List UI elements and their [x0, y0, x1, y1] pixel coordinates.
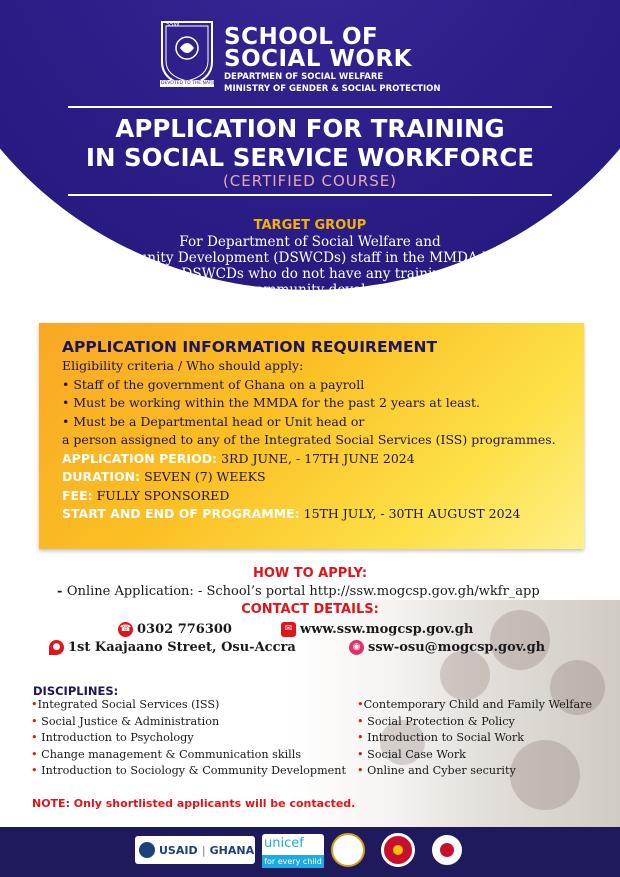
unicef-text: unicef [264, 836, 304, 851]
usaid-ghana-logo: USAID | GHANA [135, 836, 255, 864]
school-name-line2: SOCIAL WORK [224, 46, 412, 72]
discipline-item: • Online and Cyber security [357, 764, 516, 778]
eligibility-text: Eligibility criteria / Who should apply: [62, 358, 304, 373]
duration-label: DURATION: [62, 469, 141, 484]
online-application-dash: - [57, 584, 67, 599]
main-title-line1: APPLICATION FOR TRAINING [115, 114, 505, 143]
usaid-text: USAID [159, 843, 198, 857]
target-group-heading: TARGET GROUP [253, 218, 367, 233]
partner-logos-footer [0, 827, 620, 877]
programme-dates-value: 15TH JULY, - 30TH AUGUST 2024 [303, 506, 521, 521]
instagram-icon: ◉ [349, 640, 364, 655]
discipline-item: • Introduction to Psychology [31, 731, 194, 745]
main-title-line2: IN SOCIAL SERVICE WORKFORCE [85, 143, 535, 172]
requirements-heading: APPLICATION INFORMATION REQUIREMENT [62, 338, 438, 356]
unicef-tagline: for every child [262, 855, 324, 868]
application-period-label: APPLICATION PERIOD: [62, 450, 218, 466]
email-link[interactable]: ssw-osu@mogcsp.gov.gh [368, 640, 546, 655]
target-line: Community Development (DSWCDs) staff in the MMDA levels, [94, 250, 526, 266]
address-contact [49, 640, 296, 655]
logo-top-text: SSW [166, 21, 180, 28]
school-name-line1: SCHOOL OF [224, 24, 379, 50]
unicef-logo [262, 834, 324, 868]
title-divider-top [68, 106, 552, 108]
department-info [224, 71, 440, 95]
target-line: especially DSWCDs who do not have any training in social [108, 266, 512, 282]
discipline-item: •Integrated Social Services (ISS) [31, 698, 220, 711]
contact-details-heading: CONTACT DETAILS: [241, 602, 379, 617]
ghana-text: GHANA [209, 843, 255, 857]
programme-dates-label: START AND END OF PROGRAMME: [62, 506, 300, 521]
department-seal-icon [430, 833, 464, 867]
target-group-text [0, 234, 620, 298]
phone-contact [118, 622, 232, 637]
school-logo-icon [158, 18, 216, 88]
how-to-apply-heading: HOW TO APPLY: [252, 566, 368, 581]
discipline-item: • Introduction to Social Work [357, 731, 524, 745]
duration-value: SEVEN (7) WEEKS [144, 469, 266, 484]
requirement-bullet: • Must be a Departmental head or Unit head or [62, 413, 365, 429]
ministry-line: MINISTRY OF GENDER & SOCIAL PROTECTION [224, 84, 441, 94]
email-contact [349, 640, 545, 655]
target-line: For Department of Social Welfare and [179, 234, 441, 250]
online-application-line [57, 584, 540, 599]
discipline-item: • Introduction to Sociology & Community Development [31, 764, 347, 778]
ministry-seal-icon [381, 833, 415, 867]
certified-course-subtitle: (CERTIFIED COURSE) [222, 172, 398, 190]
website-link[interactable]: www.ssw.mogcsp.gov.gh [300, 622, 474, 637]
fee [62, 487, 577, 506]
requirement-bullet: • Must be working within the MMDA for the past 2 years at least. [62, 395, 480, 410]
discipline-item: • Social Protection & Policy [357, 714, 515, 728]
school-name [224, 26, 412, 70]
online-application-text[interactable]: Online Application: - School’s portal http://ssw.mogcsp.gov.gh/wkfr_app [66, 584, 540, 599]
address-text: 1st Kaajaano Street, Osu-Accra [68, 640, 296, 655]
title-divider-bottom [68, 194, 552, 196]
disciplines-right-list [357, 697, 592, 780]
discipline-item: • Social Case Work [357, 747, 466, 761]
usaid-seal-icon [139, 842, 155, 858]
shortlist-note: NOTE: Only shortlisted applicants will be contacted. [32, 797, 356, 810]
programme-dates [62, 505, 577, 524]
application-period-value: 3RD JUNE, - 17TH JUNE 2024 [221, 450, 415, 466]
disciplines-left-list [31, 697, 346, 780]
target-line: work as well as community development practice. [137, 282, 483, 298]
logo-motto: DEVOTED TO THE NATION [161, 81, 220, 86]
application-period [62, 450, 577, 469]
globe-icon: ✉ [281, 622, 296, 637]
discipline-item: •Contemporary Child and Family Welfare [357, 698, 593, 711]
requirement-bullet: a person assigned to any of the Integrated Social Services (ISS) programmes. [62, 432, 556, 447]
disciplines-heading: DISCIPLINES: [33, 684, 119, 698]
discipline-item: • Change management & Communication skills [31, 747, 302, 761]
phone-number[interactable]: 0302 776300 [137, 622, 232, 637]
requirements-box [39, 323, 584, 549]
duration [62, 468, 577, 487]
location-pin-icon: ● [49, 640, 64, 655]
requirement-bullet: • Staff of the government of Ghana on a payroll [62, 376, 365, 392]
fee-label: FEE: [62, 487, 93, 503]
ghana-coat-of-arms-icon [331, 833, 365, 867]
discipline-item: • Social Justice & Administration [31, 714, 220, 728]
fee-value: FULLY SPONSORED [96, 487, 230, 503]
phone-icon: ☎ [118, 622, 133, 637]
website-contact [281, 622, 473, 637]
department-line: DEPARTMEN OF SOCIAL WELFARE [224, 72, 384, 82]
